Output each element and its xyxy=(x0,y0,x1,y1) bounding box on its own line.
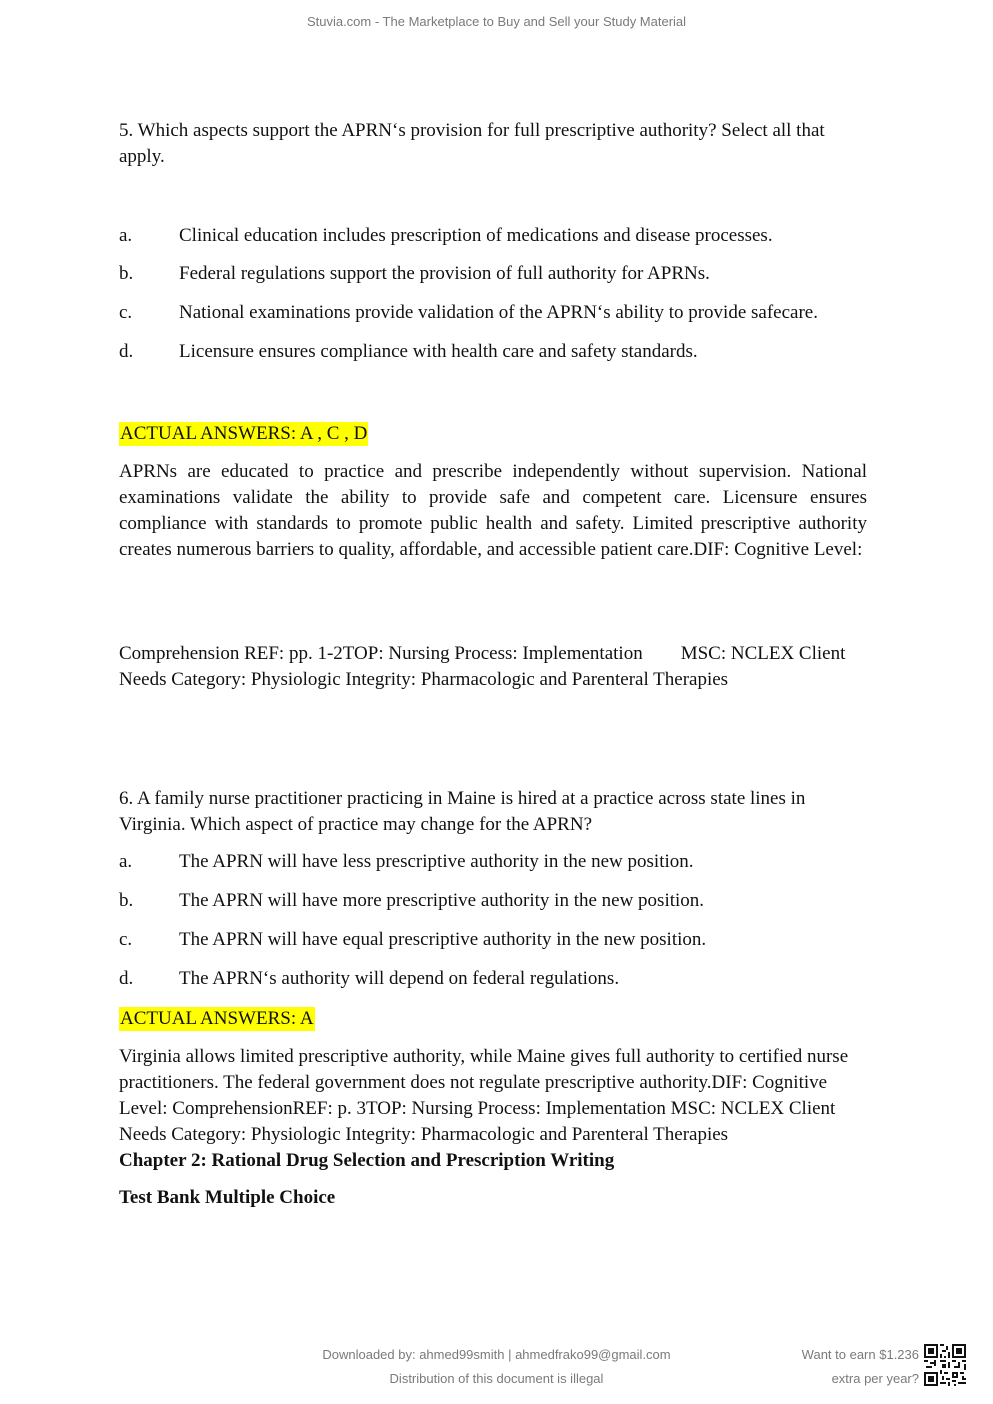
option-text: Federal regulations support the provision of full authority for APRNs. xyxy=(179,263,710,284)
question-6-rationale-line-3: Level: ComprehensionREF: p. 3TOP: Nursing Process: Implementation MSC: NCLEX Client xyxy=(119,1098,836,1119)
question-6-option-d xyxy=(119,967,619,991)
question-6-rationale-line-1: Virginia allows limited prescriptive authority, while Maine gives full authority to certified nurse xyxy=(119,1046,849,1067)
option-letter: d. xyxy=(119,341,134,362)
option-text: The APRN will have equal prescriptive authority in the new position. xyxy=(179,929,707,950)
question-5-meta-line-1: Comprehension REF: pp. 1-2TOP: Nursing Process: Implementation MSC: NCLEX Client xyxy=(119,643,846,664)
question-5-option-a xyxy=(119,224,773,248)
question-6-option-c xyxy=(119,928,706,952)
question-5-option-b xyxy=(119,262,710,286)
downloaded-by-notice: Downloaded by: ahmed99smith | ahmedfrako99@gmail.com xyxy=(322,1347,671,1362)
question-5-answer: ACTUAL ANSWERS: A , C , D xyxy=(120,423,368,444)
question-6-option-b xyxy=(119,889,704,913)
option-text: Licensure ensures compliance with health care and safety standards. xyxy=(179,341,698,362)
question-6-option-a xyxy=(119,850,694,874)
distribution-notice: Distribution of this document is illegal xyxy=(389,1371,604,1386)
qr-code-icon[interactable] xyxy=(924,1344,966,1386)
option-letter: a. xyxy=(119,851,133,872)
option-text: The APRN‘s authority will depend on federal regulations. xyxy=(179,968,620,989)
option-letter: a. xyxy=(119,225,133,246)
option-text: National examinations provide validation of the APRN‘s ability to provide safecare. xyxy=(179,302,818,323)
option-letter: d. xyxy=(119,968,134,989)
question-5-rationale: APRNs are educated to practice and prescribe independently without supervision. National examinations validate the ability to provide safe and competent care. Licensure ensures compliance with standards to promote public health and safety. Limited prescriptive authority creates numerous barriers to quality, affordable, and accessible patient care.DIF: Cognitive Level: xyxy=(119,461,867,560)
option-letter: b. xyxy=(119,263,134,284)
earn-promo-line-2[interactable]: extra per year? xyxy=(831,1371,919,1386)
question-6-rationale-line-2: practitioners. The federal government does not regulate prescriptive authority.DIF: Cognitive xyxy=(119,1072,828,1093)
option-letter: b. xyxy=(119,890,134,911)
site-header: Stuvia.com - The Marketplace to Buy and Sell your Study Material xyxy=(306,14,687,29)
option-text: Clinical education includes prescription of medications and disease processes. xyxy=(179,225,773,246)
question-6-answer: ACTUAL ANSWERS: A xyxy=(120,1008,314,1029)
section-title: Test Bank Multiple Choice xyxy=(119,1187,336,1208)
chapter-title: Chapter 2: Rational Drug Selection and Prescription Writing xyxy=(119,1150,615,1171)
option-letter: c. xyxy=(119,302,133,323)
option-letter: c. xyxy=(119,929,133,950)
question-6-stem: 6. A family nurse practitioner practicing in Maine is hired at a practice across state lines in Virginia. Which aspect of practice may change for the APRN? xyxy=(119,788,806,835)
question-5-option-c xyxy=(119,301,818,325)
earn-promo-line-1[interactable]: Want to earn $1.236 xyxy=(801,1347,919,1362)
question-5-stem: 5. Which aspects support the APRN‘s provision for full prescriptive authority? Select all that apply. xyxy=(119,120,825,167)
question-6-rationale-line-4: Needs Category: Physiologic Integrity: Pharmacologic and Parenteral Therapies xyxy=(119,1124,729,1145)
option-text: The APRN will have less prescriptive authority in the new position. xyxy=(179,851,694,872)
option-text: The APRN will have more prescriptive authority in the new position. xyxy=(179,890,705,911)
question-5-option-d xyxy=(119,340,698,364)
question-5-meta-line-2: Needs Category: Physiologic Integrity: Pharmacologic and Parenteral Therapies xyxy=(119,669,729,690)
